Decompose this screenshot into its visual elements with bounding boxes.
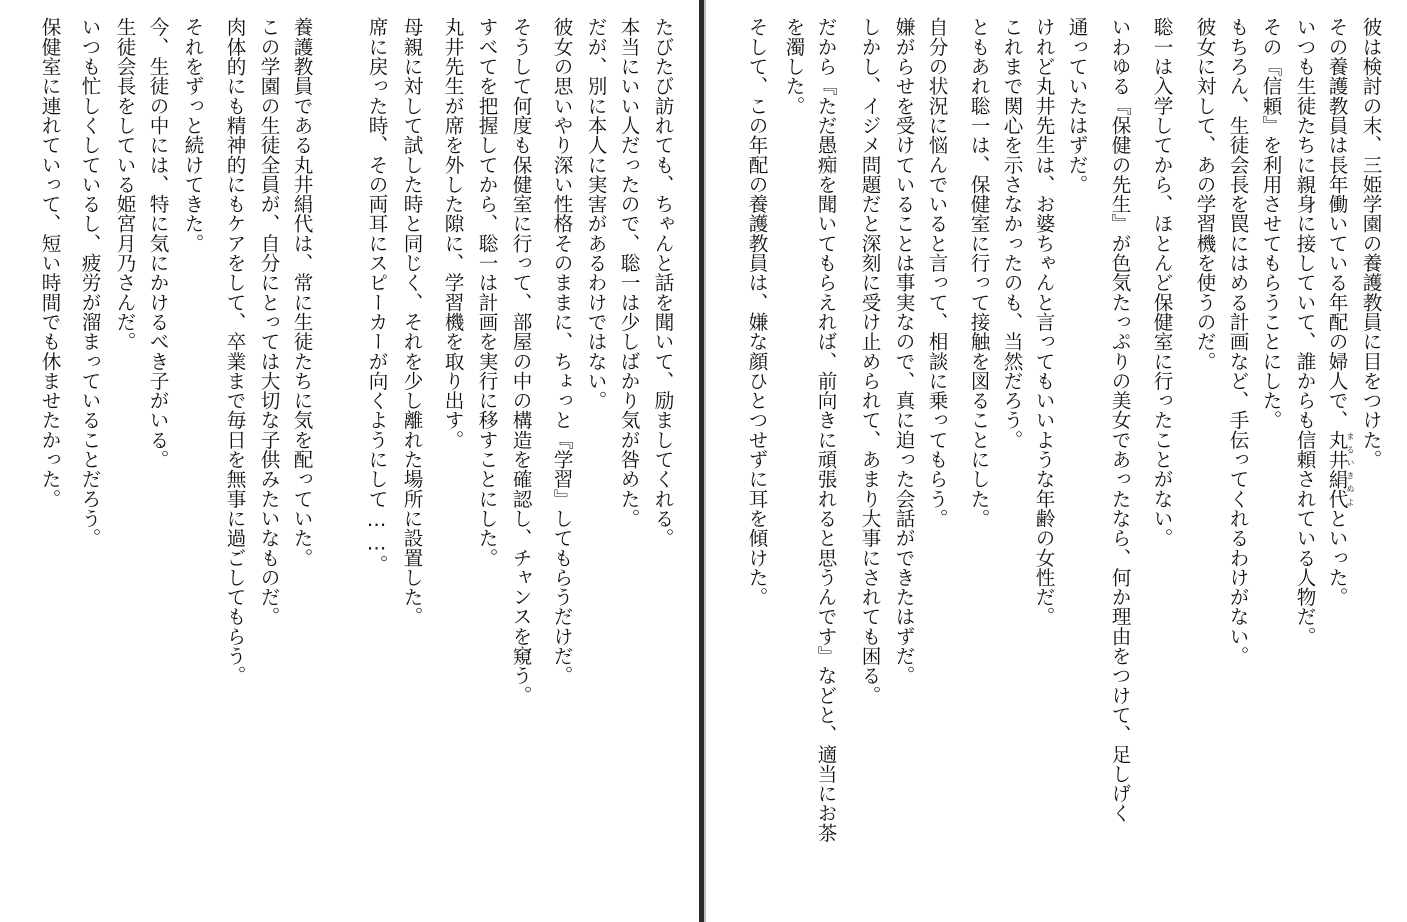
text-column: いつも生徒たちに親身に接していて、誰からも信頼されている人物だ。 [1293,17,1316,646]
text-column: それをずっと続けてきた。 [181,17,204,253]
text-column: そうして何度も保健室に行って、部屋の中の構造を確認し、チャンスを窺う。 [509,17,532,705]
text-column: もちろん、生徒会長を罠にはめる計画など、手伝ってくれるわけがない。 [1226,17,1249,666]
text-column: 嫌がらせを受けていることは事実なので、真に迫った会話ができたはずだ。 [892,17,915,686]
text-column: 席に戻った時、その両耳にスピーカーが向くようにして……。 [365,17,388,574]
text-segment: その養護教員は長年働いている年配の婦人で、 [1325,17,1348,430]
text-column: 本当にいい人だったので、聡一は少しばかり気が咎めた。 [617,17,640,528]
text-column: 通っていたはずだ。 [1065,17,1088,194]
text-column: 生徒会長をしている姫宮月乃さんだ。 [113,17,136,352]
text-column: だから『ただ愚痴を聞いてもらえれば、前向きに頑張れると思うんです』などと、適当にお茶 [814,17,837,843]
text-column: 保健室に連れていって、短い時間でも休ませたかった。 [38,17,61,509]
text-column: この学園の生徒全員が、自分にとっては大切な子供みたいなものだ。 [257,17,280,627]
text-column: 丸井先生が席を外した隙に、学習機を取り出す。 [441,17,464,450]
text-column: 母親に対して試した時と同じく、それを少し離れた場所に設置した。 [400,17,423,627]
text-column: を濁した。 [782,17,805,116]
ruby-base: 丸井絹代 [1325,429,1348,509]
text-column: 聡一は入学してから、ほとんど保健室に行ったことがない。 [1150,17,1173,548]
left-page [0,0,699,922]
text-column: けれど丸井先生は、お婆ちゃんと言ってもいいような年齢の女性だ。 [1032,17,1055,627]
text-column: 養護教員である丸井絹代は、常に生徒たちに気を配っていた。 [290,17,313,568]
right-page [704,0,1407,922]
text-column: 彼女の思いやり深い性格そのままに、ちょっと『学習』してもらうだけだ。 [550,17,573,686]
text-segment: といった。 [1325,508,1348,607]
text-column: 彼女に対して、あの学習機を使うのだ。 [1193,17,1216,371]
ruby-reading: まるいきぬよ [1346,429,1355,509]
text-column: 肉体的にも精神的にもケアをして、卒業まで毎日を無事に過ごしてもらう。 [223,17,246,686]
text-column-ruby [1325,17,1355,607]
text-column: 彼は検討の末、三姫学園の養護教員に目をつけた。 [1359,17,1382,469]
text-column: 自分の状況に悩んでいると言って、相談に乗ってもらう。 [925,17,948,528]
gutter-shadow [704,0,706,922]
text-column: ともあれ聡一は、保健室に行って接触を図ることにした。 [967,17,990,528]
text-column: たびたび訪れても、ちゃんと話を聞いて、励ましてくれる。 [651,17,674,548]
ruby-name [1325,429,1355,509]
text-column: その『信頼』を利用させてもらうことにした。 [1259,17,1282,430]
text-column: いつも忙しくしているし、疲労が溜まっていることだろう。 [78,17,101,548]
text-column: いわゆる『保健の先生』が色気たっぷりの美女であったなら、何か理由をつけて、足しげく [1108,17,1131,823]
text-column: すべてを把握してから、聡一は計画を実行に移すことにした。 [475,17,498,568]
text-column: 今、生徒の中には、特に気にかけるべき子がいる。 [146,17,169,469]
text-column: これまで関心を示さなかったのも、当然だろう。 [1000,17,1023,450]
text-column: しかし、イジメ問題だと深刻に受け止められて、あまり大事にされても困る。 [858,17,881,705]
text-column: そして、この年配の養護教員は、嫌な顔ひとつせずに耳を傾けた。 [745,17,768,607]
text-column: だが、別に本人に実害があるわけではない。 [584,17,607,410]
